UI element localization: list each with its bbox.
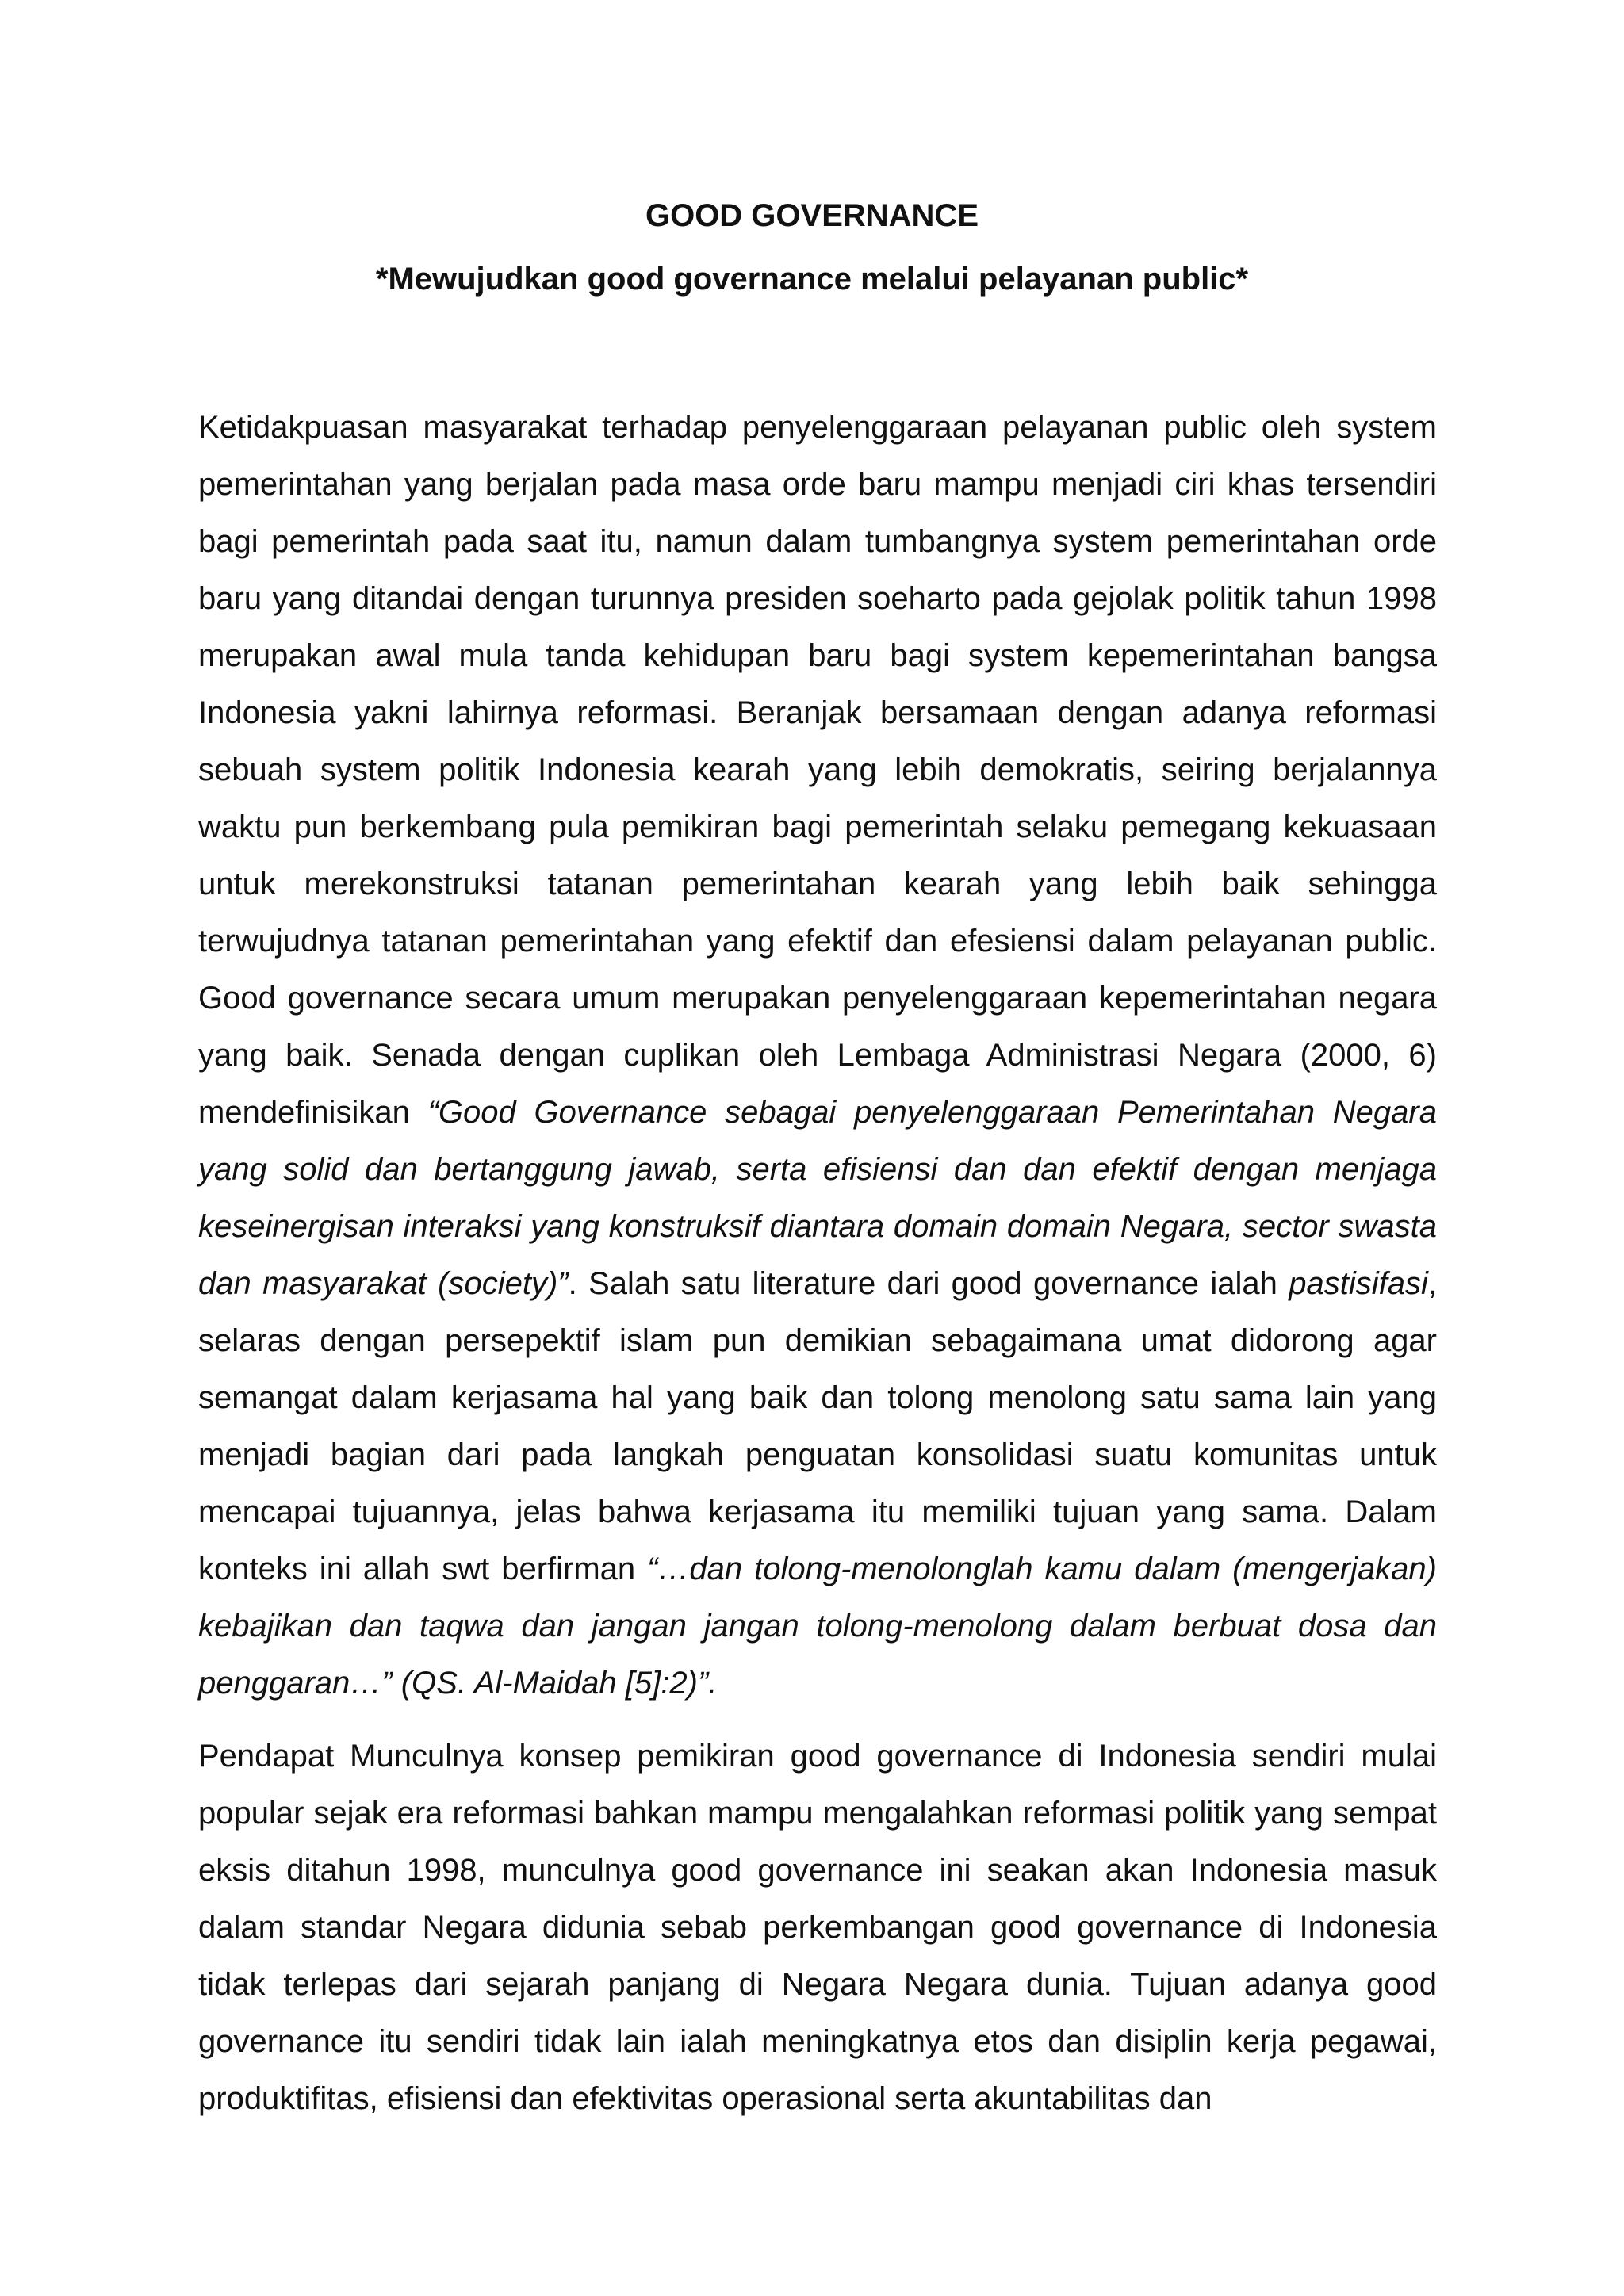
paragraph-1-text-a: Ketidakpuasan masyarakat terhadap penyelenggaraan pelayanan public oleh system pemerintahan yang berjalan pada masa orde baru mampu menjadi ciri khas tersendiri bagi pemerintah pada saat itu, namun dalam tumbangnya system pemerintahan orde baru yang ditandai dengan turunnya presiden soeharto pada gejolak politik tahun 1998 merupakan awal mula tanda kehidupan baru bagi system kepemerintahan bangsa Indonesia yakni lahirnya reformasi. Beranjak bersamaan dengan adanya reformasi sebuah system politik Indonesia kearah yang lebih demokratis, seiring berjalannya waktu pun berkembang pula pemikiran bagi pemerintah selaku pemegang kekuasaan untuk merekonstruksi tatanan pemerintahan kearah yang lebih baik sehingga terwujudnya tatanan pemerintahan yang efektif dan efesiensi dalam pelayanan public. Good governance secara umum merupakan penyelenggaraan kepemerintahan negara yang baik. Senada dengan cuplikan oleh Lembaga Administrasi Negara (2000, 6) mendefinisikan (198, 410, 1437, 1130)
document-body (198, 399, 1437, 2127)
document-title: GOOD GOVERNANCE (645, 198, 979, 233)
document-subtitle: *Mewujudkan good governance melalui pelayanan public* (375, 262, 1249, 297)
term-pastisifasi: pastisifasi (1289, 1266, 1428, 1301)
paragraph-2: Pendapat Munculnya konsep pemikiran good governance di Indonesia sendiri mulai popular sejak era reformasi bahkan mampu mengalahkan reformasi politik yang sempat eksis ditahun 1998, munculnya good governance ini seakan akan Indonesia masuk dalam standar Negara didunia sebab perkembangan good governance di Indonesia tidak terlepas dari sejarah panjang di Negara Negara dunia. Tujuan adanya good governance itu sendiri tidak lain ialah meningkatnya etos dan disiplin kerja pegawai, produktifitas, efisiensi dan efektivitas operasional serta akuntabilitas dan (198, 1739, 1437, 2116)
paragraph-1-text-b: . Salah satu literature dari good governance ialah (568, 1266, 1289, 1301)
paragraph-1 (198, 399, 1437, 1712)
quote-al-maidah: “…dan tolong-menolonglah kamu dalam (mengerjakan) kebajikan dan taqwa dan jangan jangan tolong-menolong dalam berbuat dosa dan penggaran…” (QS. Al-Maidah [5]:2)”. (198, 1552, 1437, 1701)
quote-lan-definition: “Good Governance sebagai penyelenggaraan Pemerintahan Negara yang solid dan bertanggung jawab, serta efisiensi dan dan efektif dengan menjaga keseinergisan interaksi yang konstruksif diantara domain domain Negara, sector swasta dan masyarakat (society)” (198, 1095, 1437, 1301)
paragraph-1-text-c: , selaras dengan persepektif islam pun demikian sebagaimana umat didorong agar semangat dalam kerjasama hal yang baik dan tolong menolong satu sama lain yang menjadi bagian dari pada langkah penguatan konsolidasi suatu komunitas untuk mencapai tujuannya, jelas bahwa kerjasama itu memiliki tujuan yang sama. Dalam konteks ini allah swt berfirman (198, 1266, 1438, 1586)
